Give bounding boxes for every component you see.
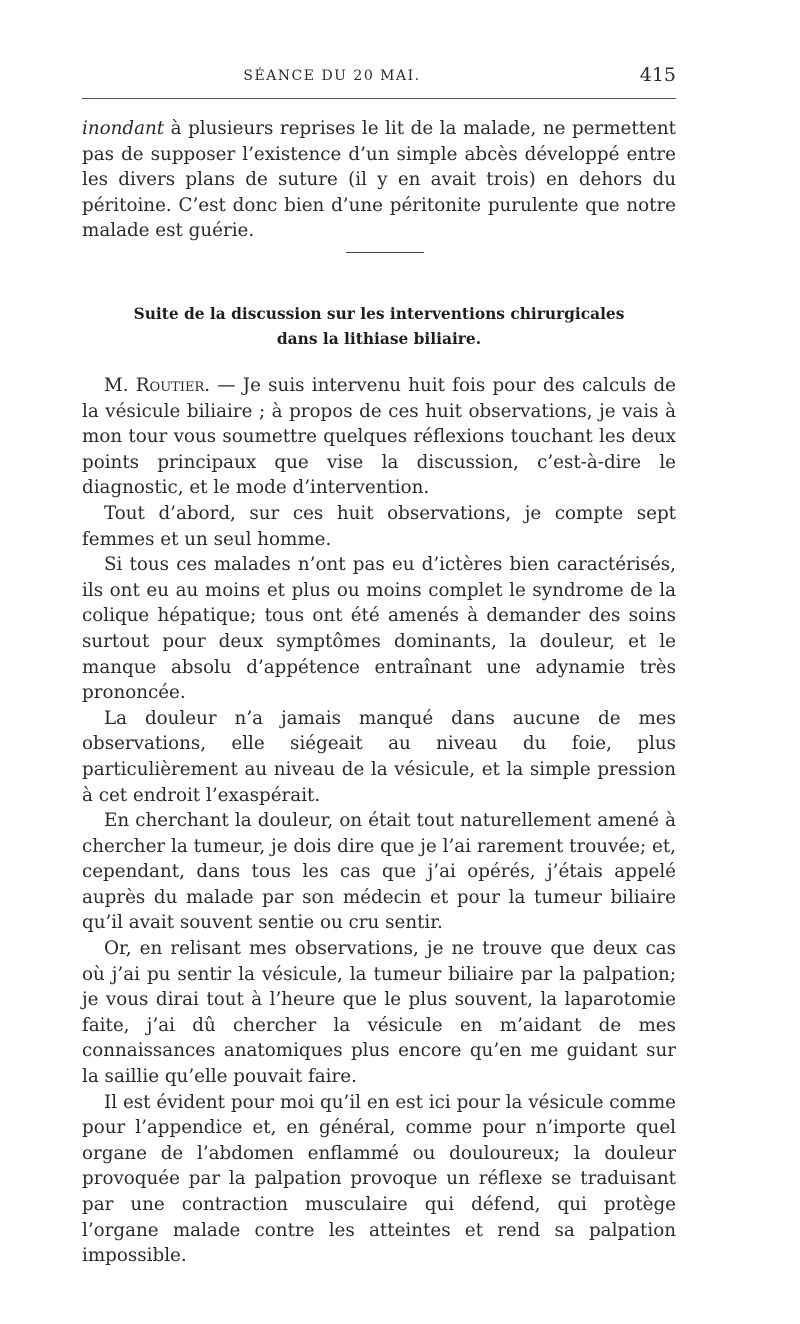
speaker-name: Routier xyxy=(135,375,205,396)
paragraph-continuation xyxy=(82,116,676,244)
section-heading-line-2: dans la lithiase biliaire. xyxy=(276,330,482,348)
paragraph-3: Si tous ces malades n’ont pas eu d’ictères bien caractérisés, ils ont eu au moins et plus ou moins complet le syndrome de la colique hépatique; tous ont été amenés à demander des soins surtout pour deux symptômes dominants, la douleur, et le manque absolu d’appétence entraînant une adynamie très prononcée. xyxy=(82,554,676,704)
continuation-text: à plusieurs reprises le lit de la malade, ne permettent pas de supposer l’existence d’un simple abcès développé entre les divers plans de suture (il y en avait trois) en dehors du péritoine. C’est donc bien d’une péritonite purulente que notre malade est guérie. xyxy=(82,118,676,242)
paragraph-2: Tout d’abord, sur ces huit observations, je compte sept femmes et un seul homme. xyxy=(82,502,676,550)
paragraph-4: La douleur n’a jamais manqué dans aucune de mes observations, elle siégeait au niveau du foie, plus particulièrement au niveau de la vésicule, et la simple pression à cet endroit l’exaspérait. xyxy=(82,707,676,806)
section-heading xyxy=(82,302,676,352)
paragraph-1 xyxy=(82,373,676,501)
running-head xyxy=(82,62,676,88)
paragraph-6: Or, en relisant mes observations, je ne trouve que deux cas où j’ai pu sentir la vésicule, la tumeur biliaire par la palpation; je vous dirai tout à l’heure que le plus souvent, la laparotomie faite, j’ai dû chercher la vésicule en m’aidant de mes connaissances anatomiques plus encore qu’en me guidant sur la saillie qu’elle pouvait faire. xyxy=(82,938,676,1088)
section-heading-line-1: Suite de la discussion sur les interventions chirurgicales xyxy=(133,305,625,323)
speech-body xyxy=(82,373,676,1269)
section-separator xyxy=(346,252,424,253)
paragraph-1-text: Je suis intervenu huit fois pour des calculs de la vésicule biliaire ; à propos de ces huit observations, je vais à mon tour vous soumettre quelques réflexions touchant les deux points principaux que vise la discussion, c’est-à-dire le diagnostic, et le mode d’intervention. xyxy=(82,375,677,499)
paragraph-7: Il est évident pour moi qu’il en est ici pour la vésicule comme pour l’appendice et, en général, comme pour n’importe quel organe de l’abdomen enflammé ou douloureux; la douleur provoquée par la palpation provoque un réflexe se traduisant par une contraction musculaire qui défend, qui protège l’organe malade contre les atteintes et rend sa palpation impossible. xyxy=(82,1091,676,1267)
paragraph-5: En cherchant la douleur, on était tout naturellement amené à chercher la tumeur, je dois dire que je l’ai rarement trouvée; et, cependant, dans tous les cas que j’ai opérés, j’étais appelé auprès du malade par son médecin et pour la tumeur biliaire qu’il avait souvent sentie ou cru sentir. xyxy=(82,810,676,934)
header-rule xyxy=(82,98,676,99)
continuation-paragraph xyxy=(82,116,676,244)
speaker-prefix: M. xyxy=(104,375,136,396)
italic-lead-word: inondant xyxy=(82,118,165,139)
page-number: 415 xyxy=(639,64,676,86)
speaker-dash: . — xyxy=(204,375,243,396)
running-title: SÉANCE DU 20 MAI. xyxy=(243,68,421,84)
